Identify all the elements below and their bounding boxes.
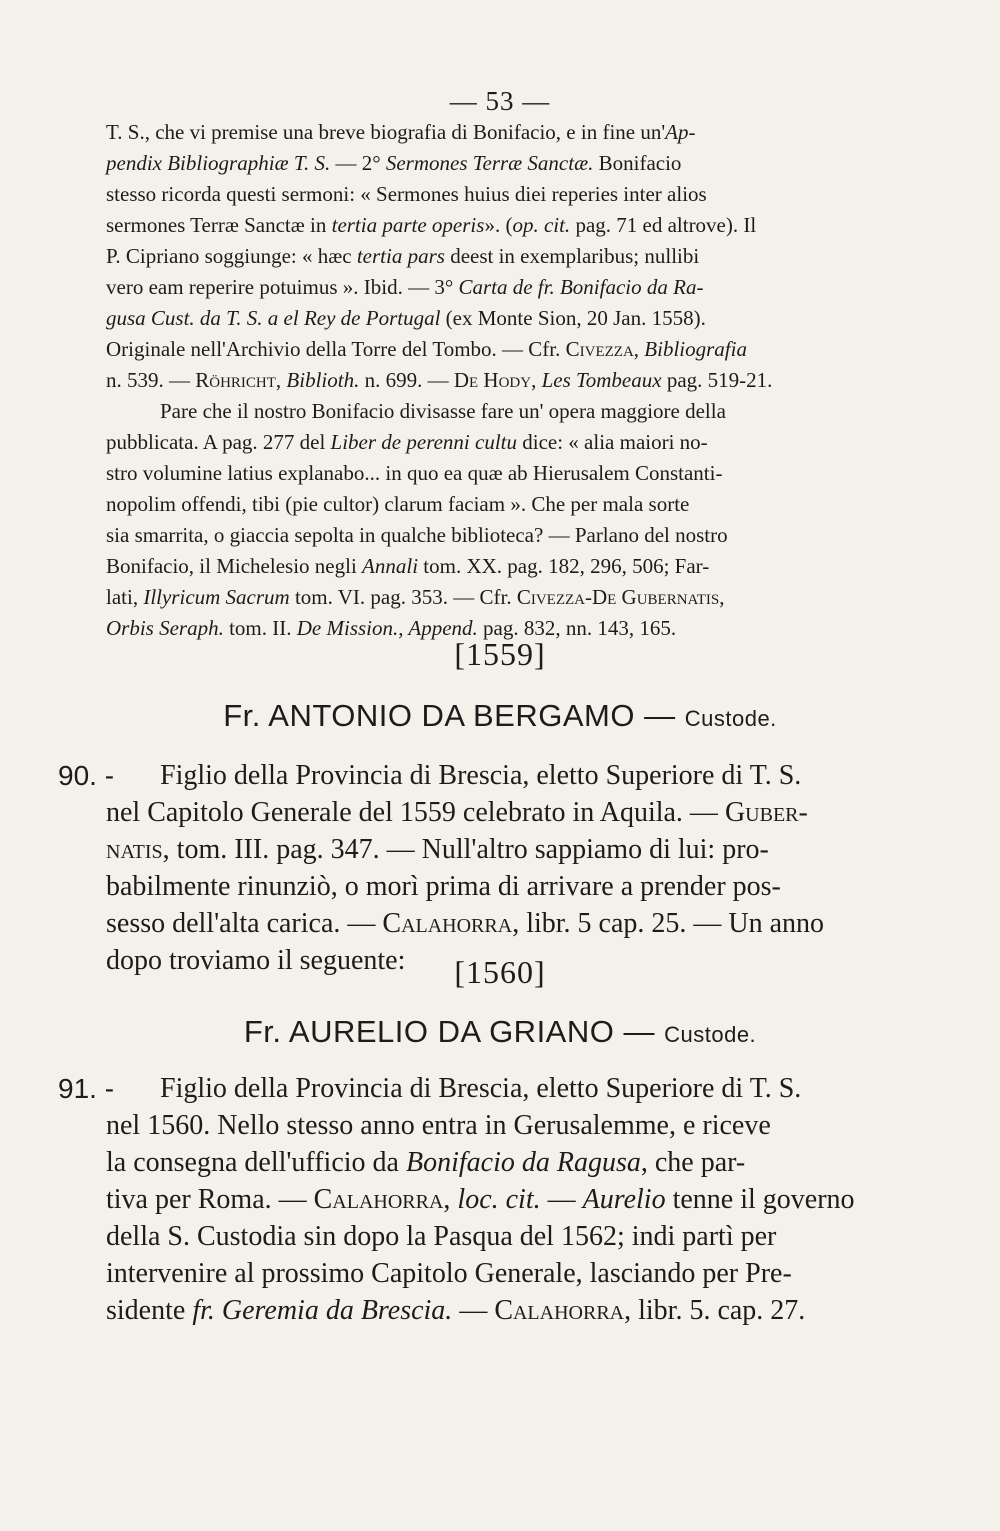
intro-line [106, 489, 858, 520]
text-run: stro volumine latius explanabo... in quo ea quæ ab Hierusalem Constanti- [106, 461, 723, 485]
italic-run: Orbis Seraph. [106, 616, 224, 640]
intro-line [106, 365, 858, 396]
entry-line [106, 868, 858, 905]
entry-line [58, 757, 858, 794]
entry-number: 91. - [58, 1073, 115, 1104]
italic-run: Sermones Terræ Sanctæ. [385, 151, 594, 175]
entry-heading-antonio [0, 698, 1000, 734]
text-run: Originale nell'Archivio della Torre del Tombo. — Cfr. [106, 337, 566, 361]
entry-line [106, 1218, 858, 1255]
italic-run: op. cit. [512, 213, 571, 237]
italic-run: pendix Bibliographiæ T. S. [106, 151, 331, 175]
text-run: intervenire al prossimo Capitolo Generale, lasciando per Pre- [106, 1258, 792, 1289]
text-run: tom. VI. pag. 353. — Cfr. [289, 585, 517, 609]
italic-run: tertia parte operis [331, 213, 485, 237]
heading-dash: — [644, 698, 676, 733]
year-heading-1559: [1559] [454, 636, 546, 672]
intro-line [106, 427, 858, 458]
smallcaps-run: Guber- [724, 797, 808, 828]
intro-line [106, 582, 858, 613]
entry-number: 90. - [58, 760, 115, 791]
text-run: tenne il governo [665, 1184, 855, 1215]
text-run: pag. 519-21. [661, 368, 773, 392]
text-run: dice: « alia maiori no- [516, 430, 708, 454]
intro-line [106, 210, 858, 241]
intro-line [106, 179, 858, 210]
smallcaps-run: Calahorra [313, 1184, 444, 1215]
entry-heading-aurelio [0, 1014, 1000, 1050]
entry-91 [58, 1070, 858, 1329]
heading-fr: Fr. [243, 1014, 282, 1049]
italic-run: Liber de perenni cultu [330, 430, 517, 454]
text-run: della S. Custodia sin dopo la Pasqua del 1562; indi partì per [106, 1221, 777, 1252]
entry-90 [58, 757, 858, 979]
intro-line [106, 334, 858, 365]
entry-line [106, 1107, 858, 1144]
text-run: sia smarrita, o giaccia sepolta in qualche biblioteca? — Parlano del nostro [106, 523, 728, 547]
text-run: — 2° [330, 151, 386, 175]
italic-run: Biblioth. [286, 368, 360, 392]
entry-line [106, 1181, 858, 1218]
intro-line [106, 458, 858, 489]
italic-run: gusa Cust. da T. S. a el Rey de Portugal [106, 306, 441, 330]
text-run: deest in exemplaribus; nullibi [444, 244, 700, 268]
italic-run: Les Tombeaux [541, 368, 662, 392]
text-run: sesso dell'alta carica. — [106, 908, 383, 939]
text-run: stesso ricorda questi sermoni: « Sermones huius diei reperies inter alios [106, 182, 707, 206]
text-run: , che par- [640, 1147, 746, 1178]
text-run: , [443, 1184, 458, 1215]
intro-line [106, 303, 858, 334]
intro-line [106, 520, 858, 551]
text-run: la consegna dell'ufficio da [106, 1147, 406, 1178]
text-run: , libr. 5 cap. 25. — Un anno [512, 908, 825, 939]
text-run: vero eam reperire potuimus ». Ibid. — 3° [106, 275, 459, 299]
heading-name: AURELIO DA GRIANO [288, 1014, 615, 1049]
page-number: — 53 — [449, 86, 551, 116]
text-run: — [452, 1295, 495, 1326]
intro-line [106, 396, 858, 427]
text-run: Pare che il nostro Bonifacio divisasse fare un' opera maggiore della [160, 399, 726, 423]
text-run: sermones Terræ Sanctæ in [106, 213, 332, 237]
italic-run: Carta de fr. Bonifacio da Ra- [458, 275, 704, 299]
text-run: , [719, 585, 725, 609]
intro-line [106, 241, 858, 272]
text-run: T. S., che vi premise una breve biografia di Bonifacio, e in fine un' [106, 120, 666, 144]
intro-paragraph [106, 117, 858, 644]
intro-line [106, 551, 858, 582]
entry-line [106, 794, 858, 831]
italic-run: fr. Geremia da Brescia. [192, 1295, 453, 1326]
intro-line [106, 272, 858, 303]
text-run: sidente [106, 1295, 193, 1326]
italic-run: loc. cit. [457, 1184, 541, 1215]
text-run: ». ( [484, 213, 513, 237]
text-run: tom. XX. pag. 182, 296, 506; Far- [418, 554, 710, 578]
text-run: Bonifacio [593, 151, 682, 175]
heading-name: ANTONIO DA BERGAMO [268, 698, 635, 733]
smallcaps-run: Civezza [565, 337, 634, 361]
smallcaps-run: Calahorra [382, 908, 513, 939]
text-run: , [275, 368, 287, 392]
text-run: nel Capitolo Generale del 1559 celebrato in Aquila. — [106, 797, 725, 828]
year-heading-1560: [1560] [454, 954, 546, 990]
smallcaps-run: Civezza-De Gubernatis [516, 585, 720, 609]
text-run: Figlio della Provincia di Brescia, eletto Superiore di T. S. [160, 1073, 802, 1104]
text-run: P. Cipriano soggiunge: « hæc [106, 244, 357, 268]
smallcaps-run: Calahorra [494, 1295, 625, 1326]
text-run: , [531, 368, 542, 392]
italic-run: Illyricum Sacrum [143, 585, 290, 609]
text-run: (ex Monte Sion, 20 Jan. 1558). [440, 306, 706, 330]
text-run: n. 539. — [106, 368, 196, 392]
text-run: nel 1560. Nello stesso anno entra in Gerusalemme, e riceve [106, 1110, 771, 1141]
text-run: tom. II. [223, 616, 297, 640]
italic-run: tertia pars [356, 244, 445, 268]
italic-run: Bibliografia [644, 337, 747, 361]
italic-run: Ap- [665, 120, 696, 144]
entry-line [106, 1255, 858, 1292]
text-run: , [633, 337, 645, 361]
heading-title: Custode. [684, 706, 777, 731]
smallcaps-run: natis [106, 834, 163, 865]
heading-dash: — [623, 1014, 655, 1049]
text-run: Figlio della Provincia di Brescia, eletto Superiore di T. S. [160, 760, 802, 791]
entry-line [106, 1144, 858, 1181]
text-run: dopo troviamo il seguente: [106, 945, 406, 976]
entry-line [106, 905, 858, 942]
text-run: babilmente rinunziò, o morì prima di arrivare a prender pos- [106, 871, 781, 902]
italic-run: Aurelio [582, 1184, 666, 1215]
text-run: pag. 71 ed altrove). Il [570, 213, 757, 237]
smallcaps-run: De Hody [453, 368, 532, 392]
italic-run: Annali [362, 554, 419, 578]
intro-line [106, 117, 858, 148]
italic-run: Bonifacio da Ragusa [405, 1147, 641, 1178]
text-run: pag. 832, nn. 143, 165. [477, 616, 677, 640]
entry-line [106, 1292, 858, 1329]
text-run: nopolim offendi, tibi (pie cultor) clarum faciam ». Che per mala sorte [106, 492, 690, 516]
text-run: lati, [106, 585, 144, 609]
text-run: Bonifacio, il Michelesio negli [106, 554, 363, 578]
text-run: , libr. 5. cap. 27. [624, 1295, 806, 1326]
text-run: pubblicata. A pag. 277 del [106, 430, 331, 454]
text-run: n. 699. — [359, 368, 454, 392]
entry-line [58, 1070, 858, 1107]
heading-fr: Fr. [223, 698, 261, 733]
text-run: , tom. III. pag. 347. — Null'altro sappiamo di lui: pro- [162, 834, 769, 865]
smallcaps-run: Röhricht [195, 368, 276, 392]
intro-line [106, 148, 858, 179]
text-run: — [540, 1184, 583, 1215]
italic-run: De Mission., Append. [296, 616, 478, 640]
heading-title: Custode. [664, 1022, 757, 1047]
entry-line [106, 831, 858, 868]
text-run: tiva per Roma. — [106, 1184, 314, 1215]
